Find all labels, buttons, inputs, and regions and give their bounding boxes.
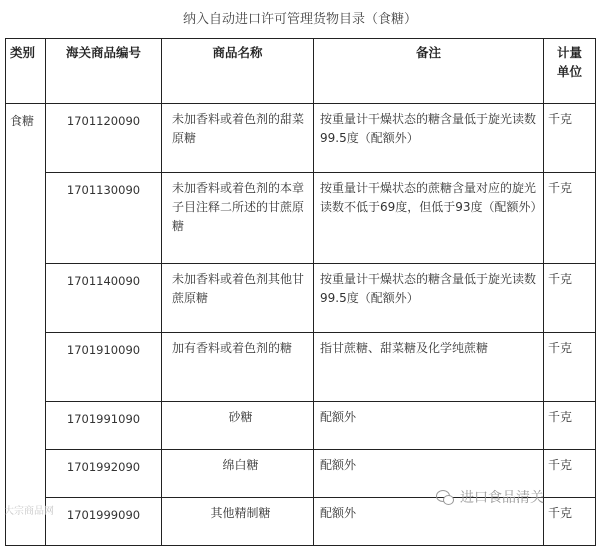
watermark-right-text: 进口食品清关	[460, 490, 544, 506]
goods-table	[5, 38, 596, 546]
wechat-icon	[436, 490, 454, 504]
table-row	[6, 104, 596, 173]
document-title: 纳入自动进口许可管理货物目录（食糖）	[182, 12, 417, 27]
unit-cell: 千克	[544, 264, 596, 333]
name-cell: 未加香料或着色剂的本章子目注释二所述的甘蔗原糖	[162, 173, 314, 264]
code-cell: 1701999090	[46, 498, 162, 546]
header-name: 商品名称	[162, 39, 314, 104]
header-unit-line2: 单位	[556, 64, 582, 79]
name-cell: 未加香料或着色剂其他甘蔗原糖	[162, 264, 314, 333]
code-cell: 1701120090	[46, 104, 162, 173]
unit-cell: 千克	[544, 333, 596, 402]
name-cell: 其他精制糖	[162, 498, 314, 546]
table-row	[6, 333, 596, 402]
unit-cell: 千克	[544, 104, 596, 173]
header-unit	[544, 39, 596, 104]
header-code: 海关商品编号	[46, 39, 162, 104]
name-cell: 未加香料或着色剂的甜菜原糖	[162, 104, 314, 173]
table-row	[6, 173, 596, 264]
note-cell: 按重量计干燥状态的糖含量低于旋光读数99.5度（配额外）	[314, 104, 544, 173]
note-cell: 配额外	[314, 450, 544, 498]
note-cell: 指甘蔗糖、甜菜糖及化学纯蔗糖	[314, 333, 544, 402]
name-cell: 加有香料或着色剂的糖	[162, 333, 314, 402]
unit-cell: 千克	[544, 402, 596, 450]
note-cell: 按重量计干燥状态的蔗糖含量对应的旋光读数不低于69度，但低于93度（配额外）	[314, 173, 544, 264]
code-cell: 1701130090	[46, 173, 162, 264]
name-cell: 砂糖	[162, 402, 314, 450]
header-category: 类别	[6, 39, 46, 104]
code-cell: 1701140090	[46, 264, 162, 333]
watermark-right	[436, 487, 544, 507]
table-row	[6, 264, 596, 333]
header-note: 备注	[314, 39, 544, 104]
code-cell: 1701991090	[46, 402, 162, 450]
note-cell: 配额外	[314, 402, 544, 450]
watermark-left: 大宗商品网	[4, 506, 54, 517]
note-cell: 按重量计干燥状态的糖含量低于旋光读数99.5度（配额外）	[314, 264, 544, 333]
category-cell: 食糖	[6, 104, 46, 546]
unit-cell: 千克	[544, 450, 596, 498]
name-cell: 绵白糖	[162, 450, 314, 498]
header-row	[6, 39, 596, 104]
unit-cell: 千克	[544, 173, 596, 264]
code-cell: 1701992090	[46, 450, 162, 498]
header-unit-line1: 计量	[556, 45, 582, 60]
code-cell: 1701910090	[46, 333, 162, 402]
table-row	[6, 402, 596, 450]
unit-cell: 千克	[544, 498, 596, 546]
note-cell: 配额外	[314, 498, 544, 546]
